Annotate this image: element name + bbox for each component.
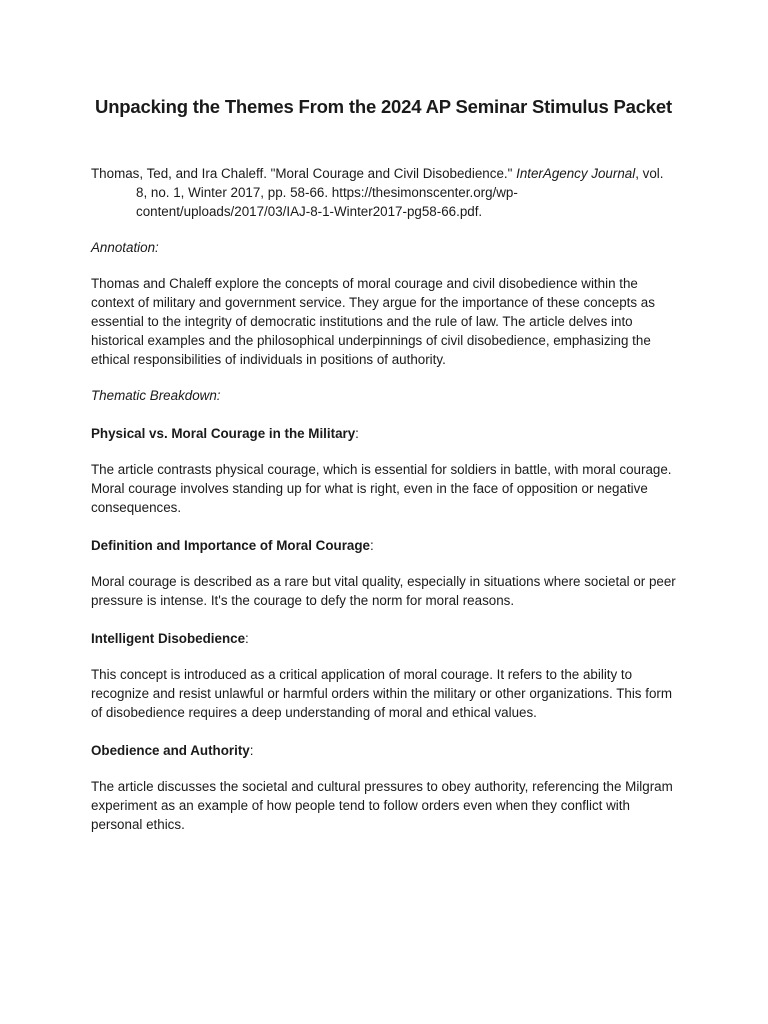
citation-journal: InterAgency Journal bbox=[516, 166, 636, 181]
section-heading-colon: : bbox=[249, 743, 254, 758]
section-heading-text: Definition and Importance of Moral Courage bbox=[91, 538, 370, 553]
thematic-breakdown-label: Thematic Breakdown: bbox=[91, 388, 221, 403]
section-body-physical-vs-moral: The article contrasts physical courage, which is essential for soldiers in battle, with moral courage. Moral courage involves standing up for what is right, even in the face of opposition or negative consequences. bbox=[91, 462, 672, 515]
section-heading-text: Physical vs. Moral Courage in the Military bbox=[91, 426, 356, 441]
section-heading-physical-vs-moral bbox=[91, 424, 676, 443]
citation-authors-title: Thomas, Ted, and Ira Chaleff. "Moral Courage and Civil Disobedience." bbox=[91, 166, 517, 181]
section-heading-colon: : bbox=[245, 631, 249, 646]
annotation-label: Annotation: bbox=[91, 240, 159, 255]
section-heading-colon: : bbox=[355, 426, 359, 441]
citation bbox=[91, 164, 676, 221]
section-body-obedience-authority: The article discusses the societal and cultural pressures to obey authority, referencing the Milgram experiment as an example of how people tend to follow orders even when they conflict with personal ethics. bbox=[91, 779, 673, 832]
section-heading-text: Obedience and Authority bbox=[91, 743, 250, 758]
section-heading-colon: : bbox=[370, 538, 374, 553]
section-heading-obedience-authority bbox=[91, 741, 676, 760]
annotation-text: Thomas and Chaleff explore the concepts of moral courage and civil disobedience within the context of military and government service. They argue for the importance of these concepts as essential to the integrity of democratic institutions and the rule of law. The article delves into historical examples and the philosophical underpinnings of civil disobedience, emphasizing the ethical responsibilities of individuals in positions of authority. bbox=[91, 276, 655, 367]
section-heading-definition-importance bbox=[91, 536, 676, 555]
section-body-definition-importance: Moral courage is described as a rare but vital quality, especially in situations where societal or peer pressure is intense. It's the courage to defy the norm for moral reasons. bbox=[91, 574, 676, 608]
section-heading-intelligent-disobedience bbox=[91, 629, 676, 648]
document-title: Unpacking the Themes From the 2024 AP Seminar Stimulus Packet bbox=[95, 96, 672, 117]
citation-details: , vol. 8, no. 1, Winter 2017, pp. 58-66. https://thesimonscenter.org/wp-content/uploads/2017/03/IAJ-8-1-Winter2017-pg58-66.pdf. bbox=[136, 166, 664, 219]
section-heading-text: Intelligent Disobedience bbox=[91, 631, 246, 646]
section-body-intelligent-disobedience: This concept is introduced as a critical application of moral courage. It refers to the ability to recognize and resist unlawful or harmful orders within the military or other organizations. This form of disobedience requires a deep understanding of moral and ethical values. bbox=[91, 667, 673, 720]
